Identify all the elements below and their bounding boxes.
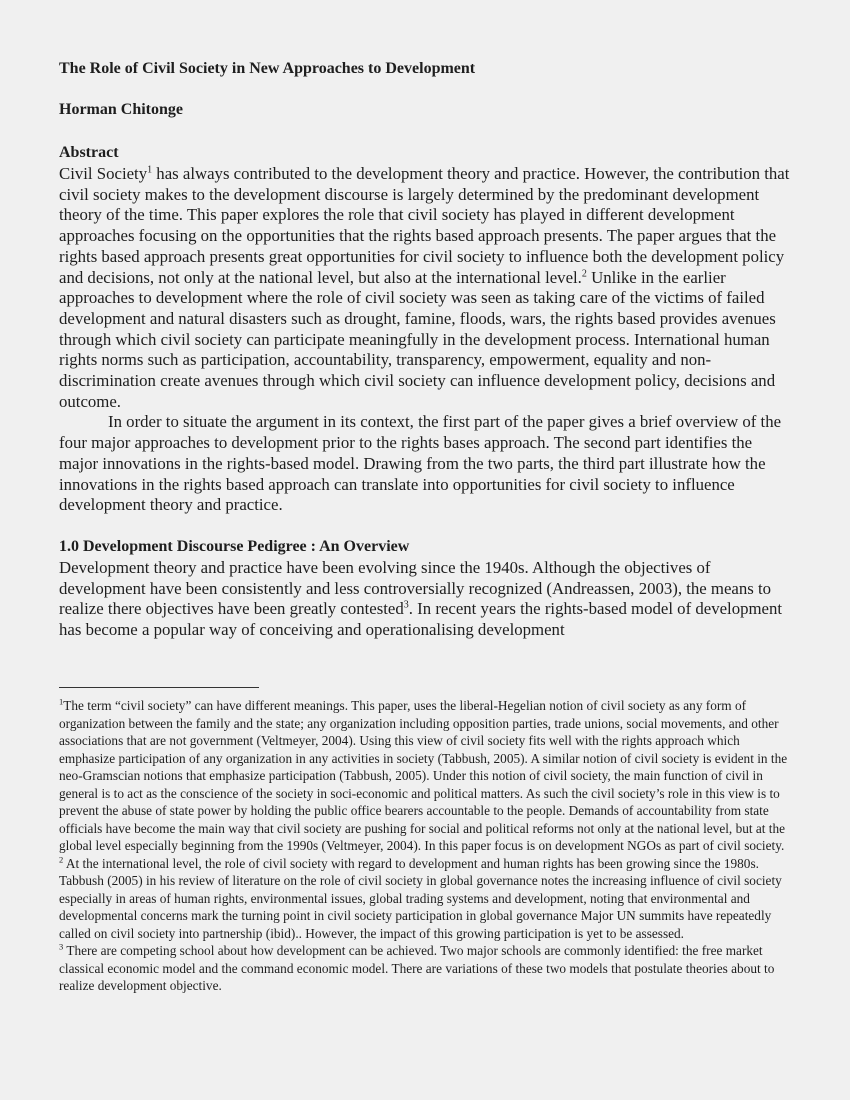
abstract-heading: Abstract — [59, 144, 119, 161]
footnote-marker: 3 — [59, 941, 64, 952]
footnote-text: There are competing school about how development can be achieved. Two major schools are commonly identified: the free market classical economic model and the command economic model. There are variations of these two models that postulate theories about to realize development objective. — [59, 943, 775, 993]
abstract-paragraph-1 — [59, 164, 794, 412]
abstract-paragraph-2: In order to situate the argument in its context, the first part of the paper gives a brief overview of the four major approaches to development prior to the rights bases approach. The second part identifies the major innovations in the rights-based model. Drawing from the two parts, the third part illustrate how the innovations in the rights based approach can translate into opportunities for civil society to influence development theory and practice. — [59, 412, 782, 515]
section-text: Development theory and practice have been evolving since the 1940s. Although the objectives of development have been consistently and less controversially recognized (Andreassen, 2003), the means to realize there objectives have been greatly contested — [59, 557, 772, 619]
footnote-3 — [59, 942, 794, 995]
footnote-marker: 1 — [59, 696, 64, 707]
footnote-ref-3[interactable]: 3 — [403, 599, 409, 611]
footnote-text: The term “civil society” can have different meanings. This paper, uses the liberal-Hegelian notion of civil society as any form of organization between the family and the state; any organization including opposition parties, trade unions, social movements, and other associations that are not government (Veltmeyer, 2004). Using this view of civil society fits well with the rights approach which emphasize participation of any organization in any activities in society (Tabbush, 2005). A similar notion of civil society is evident in the neo-Gramscian notions that emphasize participation (Tabbush, 2005). Under this notion of civil society, the main function of civil in general is to act as the conscience of the society in soci-economic and political matters. As such the civil society’s role in this view is to prevent the abuse of state power by holding the public office bearers accountable to the people. Demands of accountability from state officials have become the main way that civil society are pushing for social and political reforms not only at the national level, but at the global level especially beginning from the 1990s (Veltmeyer, 2004). In this paper focus is on development NGOs as part of civil society. — [59, 698, 788, 853]
paper-page — [59, 58, 794, 641]
footnote-ref-2[interactable]: 2 — [581, 267, 587, 279]
footnote-ref-1[interactable]: 1 — [147, 164, 153, 176]
abstract-text: has always contributed to the development theory and practice. However, the contribution that civil society makes to the development discourse is largely determined by the predominant development theory of the time. This paper explores the role that civil society has played in different development approaches focusing on the opportunities that the rights based approach presents. The paper argues that the rights based approach presents great opportunities for civil society to influence both the development policy and decisions, not only at the national level, but also at the international level. — [59, 164, 790, 287]
footnote-1 — [59, 697, 794, 855]
footnote-separator — [59, 687, 259, 688]
footnote-marker: 2 — [59, 854, 64, 865]
section-heading: 1.0 Development Discourse Pedigree : An Overview — [59, 537, 410, 555]
footnote-2 — [59, 855, 794, 943]
footnote-text: At the international level, the role of civil society with regard to development and human rights has been growing since the 1980s. Tabbush (2005) in his review of literature on the role of civil society in global governance notes the increasing influence of civil society especially in areas of human rights, environmental issues, global trading systems and development, noting that environmental and developmental concerns mark the turning point in civil society participation in global governance Major UN summits have repeatedly called on civil society into partnership (ibid).. However, the impact of this growing participation is yet to be assessed. — [59, 855, 782, 941]
section-paragraph — [59, 558, 794, 641]
paper-title: The Role of Civil Society in New Approaches to Development — [59, 60, 476, 77]
abstract-text: Civil Society — [59, 164, 148, 183]
author-name: Horman Chitonge — [59, 101, 183, 118]
footnotes — [59, 697, 794, 995]
abstract-text: Unlike in the earlier approaches to development where the role of civil society was seen as taking care of the victims of failed development and natural disasters such as drought, famine, floods, wars, the rights based provides avenues through which civil society can participate meaningfully in the development process. International human rights norms such as participation, accountability, transparency, empowerment, equality and non-discrimination create avenues through which civil society can influence development policy, decisions and outcome. — [59, 267, 776, 411]
section-text: . In recent years the rights-based model of development has become a popular way of conceiving and operationalising development — [59, 599, 783, 640]
